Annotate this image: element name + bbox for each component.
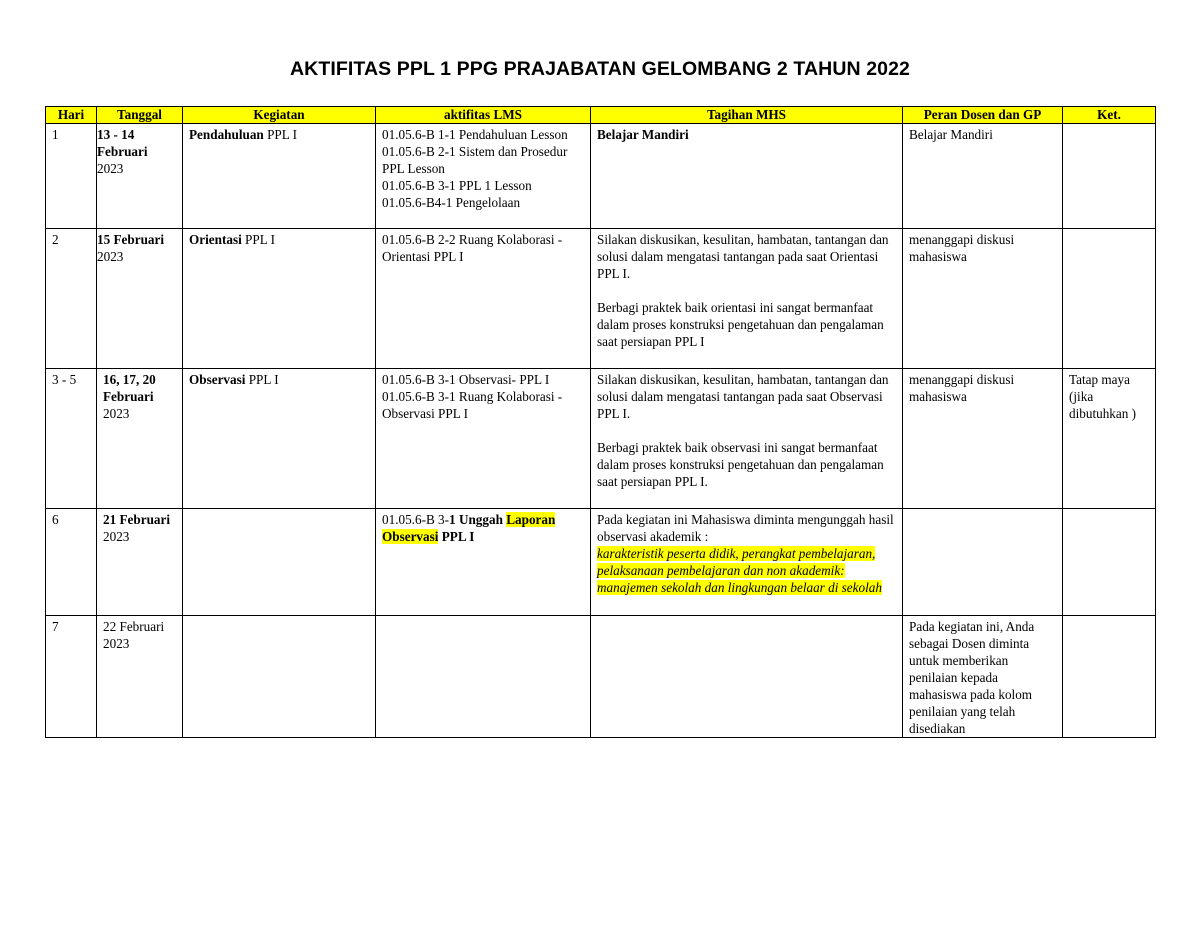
lms-item: 01.05.6-B 3-1 PPL 1 Lesson — [382, 178, 532, 193]
header-tagihan-mhs: Tagihan MHS — [591, 107, 903, 124]
highlighted-text: karakteristik peserta didik, perangkat pembelajaran, pelaksanaan pembelajaran dan non akademik: manajemen sekolah dan lingkungan belaar di sekolah — [597, 546, 882, 595]
cell-aktifitas-lms — [376, 369, 591, 509]
activity-schedule-table — [45, 106, 1156, 738]
header-ket: Ket. — [1063, 107, 1156, 124]
cell-tanggal: 15 Februari 2023 — [97, 229, 183, 369]
cell-ket — [1063, 229, 1156, 369]
lms-item: 01.05.6-B 3-1 Ruang Kolaborasi - Observasi PPL I — [382, 389, 563, 421]
highlighted-text: Laporan Observasi — [382, 512, 556, 544]
cell-aktifitas-lms — [376, 229, 591, 369]
table-row — [46, 616, 1156, 738]
cell-kegiatan: Pendahuluan PPL I — [183, 124, 376, 229]
cell-ket — [1063, 509, 1156, 616]
table-row — [46, 369, 1156, 509]
cell-kegiatan: Orientasi PPL I — [183, 229, 376, 369]
header-hari: Hari — [46, 107, 97, 124]
cell-tanggal: 13 - 14 Februari 2023 — [97, 124, 183, 229]
lms-item: 01.05.6-B 1-1 Pendahuluan Lesson — [382, 127, 568, 142]
cell-ket — [1063, 124, 1156, 229]
lms-item: 01.05.6-B 3-1 Observasi- PPL I — [382, 372, 550, 387]
lms-item: 01.05.6-B4-1 Pengelolaan — [382, 195, 521, 210]
cell-peran-dosen: Pada kegiatan ini, Anda sebagai Dosen diminta untuk memberikan penilaian kepada mahasiswa pada kolom penilaian yang telah disediakan — [903, 616, 1063, 738]
cell-tanggal: 21 Februari 2023 — [97, 509, 183, 616]
cell-kegiatan — [183, 509, 376, 616]
cell-peran-dosen: Belajar Mandiri — [903, 124, 1063, 229]
cell-kegiatan: Observasi PPL I — [183, 369, 376, 509]
cell-aktifitas-lms: 01.05.6-B 3-1 Unggah Laporan Observasi PPL I — [376, 509, 591, 616]
cell-hari: 1 — [46, 124, 97, 229]
cell-ket — [1063, 616, 1156, 738]
cell-tanggal: 16, 17, 20 Februari 2023 — [97, 369, 183, 509]
cell-hari: 2 — [46, 229, 97, 369]
cell-tagihan-mhs: Silakan diskusikan, kesulitan, hambatan, tantangan dan solusi dalam mengatasi tantangan pada saat Observasi PPL I. Berbagi praktek baik observasi ini sangat bermanfaat dalam proses konstruksi pengetahuan dan pengalaman saat persiapan PPL I. — [591, 369, 903, 509]
table-row — [46, 229, 1156, 369]
cell-tagihan-mhs: Pada kegiatan ini Mahasiswa diminta mengunggah hasil observasi akademik : karakteristik peserta didik, perangkat pembelajaran, pelaksanaan pembelajaran dan non akademik: manajemen sekolah dan lingkungan belaar di sekolah — [591, 509, 903, 616]
header-aktifitas-lms: aktifitas LMS — [376, 107, 591, 124]
header-peran-dosen: Peran Dosen dan GP — [903, 107, 1063, 124]
cell-tagihan-mhs: Belajar Mandiri — [591, 124, 903, 229]
cell-ket: Tatap maya (jika dibutuhkan ) — [1063, 369, 1156, 509]
cell-hari: 3 - 5 — [46, 369, 97, 509]
cell-tagihan-mhs: Silakan diskusikan, kesulitan, hambatan, tantangan dan solusi dalam mengatasi tantangan pada saat Orientasi PPL I. Berbagi praktek baik orientasi ini sangat bermanfaat dalam proses konstruksi pengetahuan dan pengalaman saat persiapan PPL I — [591, 229, 903, 369]
table-row — [46, 509, 1156, 616]
header-kegiatan: Kegiatan — [183, 107, 376, 124]
header-tanggal: Tanggal — [97, 107, 183, 124]
cell-hari: 6 — [46, 509, 97, 616]
cell-hari: 7 — [46, 616, 97, 738]
cell-peran-dosen: menanggapi diskusi mahasiswa — [903, 229, 1063, 369]
cell-tagihan-mhs — [591, 616, 903, 738]
table-row — [46, 124, 1156, 229]
cell-peran-dosen: menanggapi diskusi mahasiswa — [903, 369, 1063, 509]
lms-item: 01.05.6-B 2-2 Ruang Kolaborasi - Orientasi PPL I — [382, 232, 563, 264]
cell-aktifitas-lms — [376, 124, 591, 229]
cell-aktifitas-lms — [376, 616, 591, 738]
cell-kegiatan — [183, 616, 376, 738]
cell-peran-dosen — [903, 509, 1063, 616]
header-row — [46, 107, 1156, 124]
document-title: AKTIFITAS PPL 1 PPG PRAJABATAN GELOMBANG 2 TAHUN 2022 — [290, 58, 910, 80]
cell-tanggal: 22 Februari 2023 — [97, 616, 183, 738]
lms-item: 01.05.6-B 2-1 Sistem dan Prosedur PPL Lesson — [382, 144, 568, 176]
